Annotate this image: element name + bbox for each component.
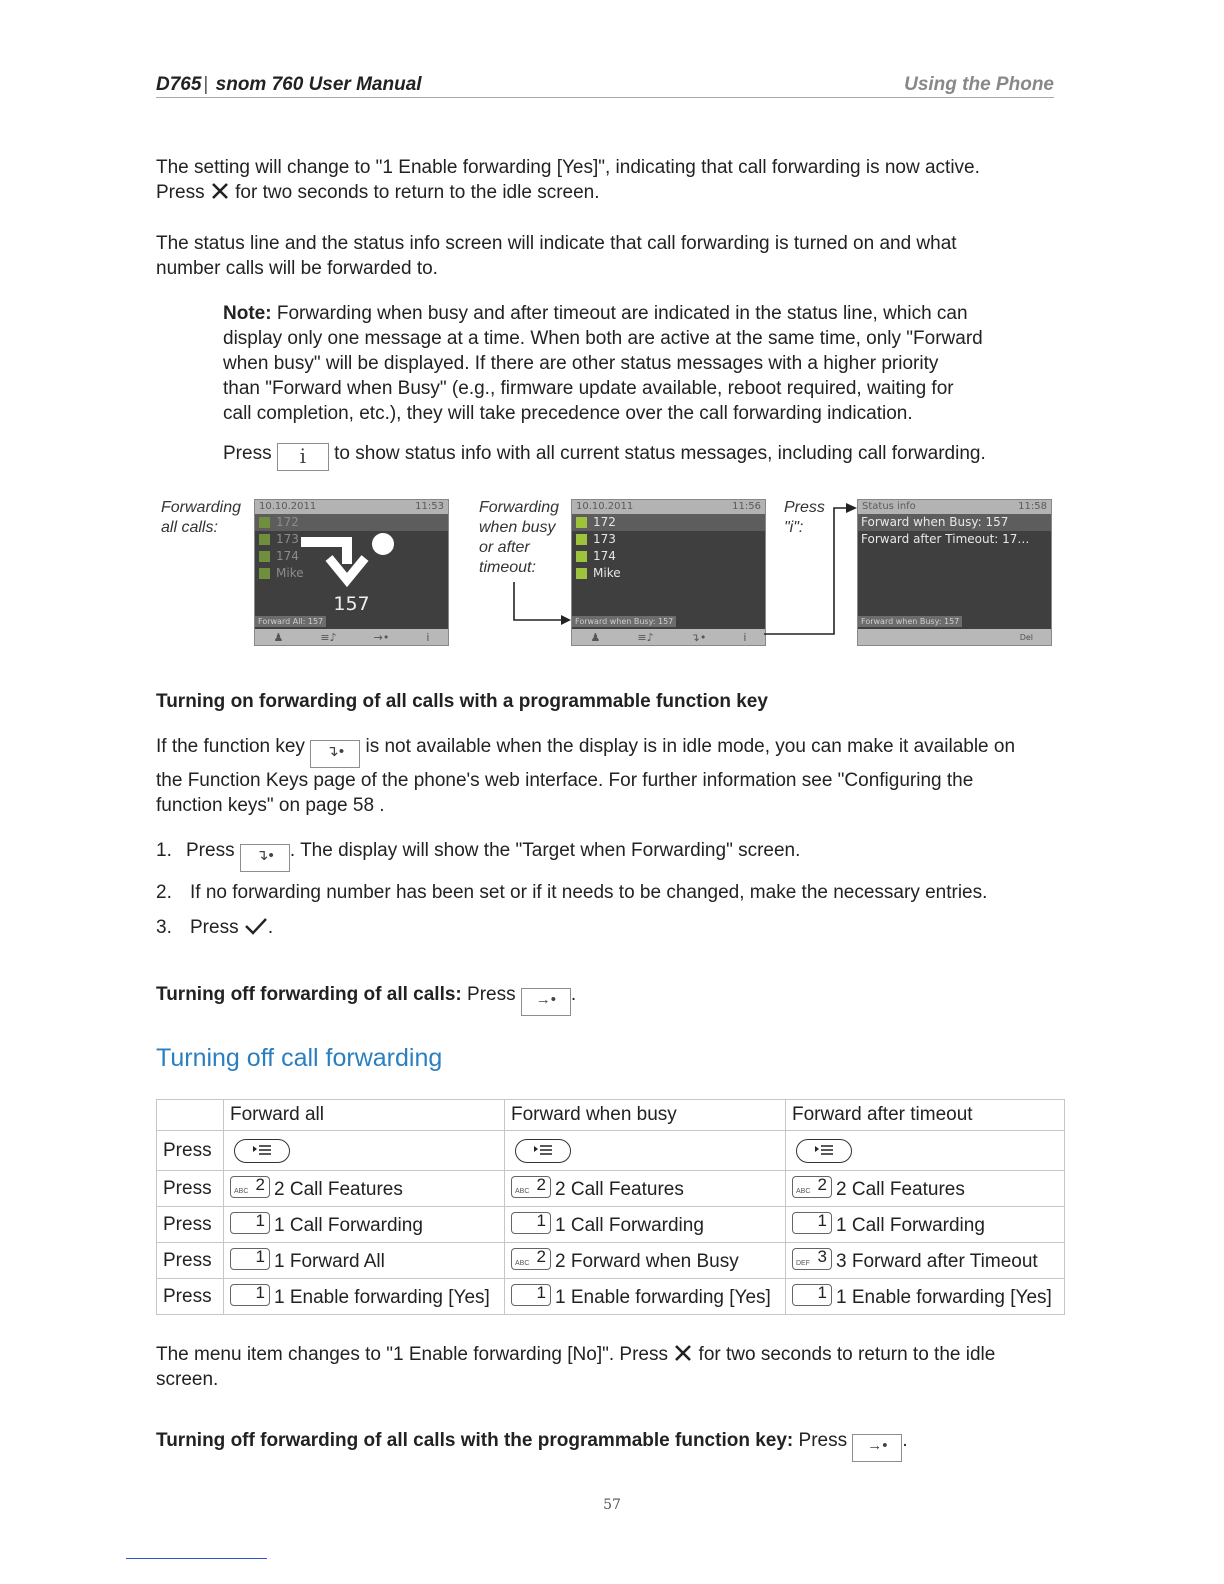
sec1-line3: function keys" on page 58 . [156, 795, 385, 816]
key-digit: 1 [817, 1211, 827, 1230]
screen2-date: 10.10.2011 [576, 501, 634, 512]
cell-text: 1 Enable forwarding [Yes] [836, 1287, 1052, 1308]
screen1-row-label: 172 [276, 515, 299, 529]
phone-icon [259, 517, 270, 528]
caption2-line: or after [479, 539, 530, 556]
para1-line1: The setting will change to "1 Enable forwarding [Yes]", indicating that call forwarding is now active. [156, 157, 980, 178]
step-2 [156, 880, 987, 905]
screen2-row [572, 565, 765, 582]
cell-text: 3 Forward after Timeout [836, 1251, 1038, 1272]
screen3-softkeys [858, 629, 1051, 645]
forward-function-key-icon: ↴• [240, 844, 290, 872]
press-info-line [223, 441, 986, 471]
softkey-menu-icon: ≡♪ [320, 630, 337, 644]
screen1-row-label: 174 [276, 549, 299, 563]
softkey-user-icon: ♟ [273, 630, 284, 644]
para1-line2 [156, 180, 980, 205]
screen1-row-label: 173 [276, 532, 299, 546]
key-digit: 2 [817, 1175, 827, 1194]
cell-text: 1 Call Forwarding [836, 1215, 985, 1236]
paragraph-menu-changes [156, 1342, 995, 1392]
keypad-2-icon [230, 1176, 270, 1198]
forward-function-key-icon: ↴• [310, 740, 360, 768]
paragraph-setting-change [156, 155, 980, 205]
screen2-softkeys [572, 629, 765, 645]
press-info-press: Press [223, 443, 272, 464]
key-digit: 1 [817, 1283, 827, 1302]
screen2-status: Forward when Busy: 157 [572, 616, 676, 627]
table-cell [505, 1243, 786, 1279]
cancel-x-icon [673, 1343, 693, 1363]
note-line4: than "Forward when Busy" (e.g., firmware update available, reboot required, waiting for [223, 378, 954, 399]
key-digit: 2 [536, 1175, 546, 1194]
table-row [157, 1279, 1065, 1315]
row-label: Press [157, 1279, 224, 1315]
table-cell [224, 1207, 505, 1243]
key-letters: ABC [796, 1188, 811, 1195]
table-row [157, 1131, 1065, 1171]
key-digit: 1 [255, 1247, 265, 1266]
forward-arrow-icon [299, 530, 399, 590]
cell-text: 2 Call Features [836, 1179, 965, 1200]
turning-off-all-label: Turning off forwarding of all calls: [156, 984, 462, 1005]
table-row [157, 1171, 1065, 1207]
para2-line2: number calls will be forwarded to. [156, 258, 438, 279]
table-cell [505, 1131, 786, 1171]
step-1 [156, 838, 800, 872]
screen2-row-label: Mike [593, 566, 621, 580]
table-cell [786, 1279, 1065, 1315]
cell-text: 1 Forward All [274, 1251, 385, 1272]
table-header-cell: Forward after timeout [786, 1100, 1065, 1131]
sec1-line1b: is not available when the display is in idle mode, you can make it available on [365, 736, 1016, 757]
screen1-row-label: Mike [276, 566, 304, 580]
caption1-line1: Forwarding [161, 499, 242, 516]
note-line2: display only one message at a time. When both are active at the same time, only "Forward [223, 328, 983, 349]
step-number: 3. [156, 917, 172, 938]
keypad-1-icon [511, 1212, 551, 1234]
sec1-line2: the Function Keys page of the phone's web interface. For further information see "Configuring the [156, 770, 974, 791]
phone-icon [576, 551, 587, 562]
key-digit: 2 [536, 1247, 546, 1266]
cell-text: 2 Call Features [555, 1179, 684, 1200]
table-cell [224, 1243, 505, 1279]
footer-link-line [126, 1558, 267, 1559]
key-letters: DEF [796, 1260, 810, 1267]
phone-icon [259, 534, 270, 545]
forward-all-key-icon: →• [521, 988, 571, 1016]
after-table-part-c: screen. [156, 1369, 219, 1390]
note-block [223, 301, 1003, 426]
key-digit: 1 [255, 1283, 265, 1302]
row-label: Press [157, 1131, 224, 1171]
turn-off-forwarding-table [156, 1099, 1065, 1315]
table-cell [224, 1171, 505, 1207]
note-line5: call completion, etc.), they will take precedence over the call forwarding indication. [223, 403, 913, 424]
keypad-1-icon [792, 1212, 832, 1234]
step1-text: . The display will show the "Target when Forwarding" screen. [289, 840, 801, 861]
screen1-softkeys [255, 629, 448, 645]
keypad-2-icon [792, 1176, 832, 1198]
key-digit: 2 [255, 1175, 265, 1194]
phone-icon [576, 568, 587, 579]
cell-text: 1 Enable forwarding [Yes] [274, 1287, 490, 1308]
paragraph-status-line [156, 231, 957, 281]
key-digit: 1 [536, 1211, 546, 1230]
screen-forward-busy [571, 499, 766, 646]
after-table-part-b: for two seconds to return to the idle [698, 1344, 996, 1365]
press-info-rest: to show status info with all current status messages, including call forwarding. [334, 443, 986, 464]
turning-off-prog-label: Turning off forwarding of all calls with the programmable function key: [156, 1430, 794, 1451]
screen2-row-label: 173 [593, 532, 616, 546]
caption2-line: timeout: [479, 559, 536, 576]
header-section: Using the Phone [904, 74, 1054, 95]
cell-text: 2 Forward when Busy [555, 1251, 739, 1272]
screen2-time: 11:56 [732, 501, 761, 512]
sec1-line1a: If the function key [156, 736, 305, 757]
turning-off-all-end: . [570, 984, 577, 1005]
caption1-line2: all calls: [161, 519, 218, 536]
keypad-1-icon [230, 1248, 270, 1270]
caption2-line: Forwarding [479, 499, 560, 516]
phone-icon [576, 517, 587, 528]
table-row [157, 1207, 1065, 1243]
screen1-status: Forward All: 157 [255, 616, 326, 627]
table-cell [786, 1243, 1065, 1279]
keypad-1-icon [792, 1284, 832, 1306]
forward-all-key-icon: →• [852, 1434, 902, 1462]
menu-button-icon [515, 1139, 571, 1163]
note-line3: when busy" will be displayed. If there are other status messages with a higher priority [223, 353, 939, 374]
page-number: 57 [603, 1497, 621, 1513]
info-key-icon: i [277, 443, 329, 471]
table-header-cell [157, 1100, 224, 1131]
step3-end: . [267, 917, 274, 938]
table-header-cell: Forward when busy [505, 1100, 786, 1131]
turning-off-all-press: Press [467, 984, 516, 1005]
row-label: Press [157, 1243, 224, 1279]
menu-button-icon [796, 1139, 852, 1163]
cell-text: 1 Call Forwarding [555, 1215, 704, 1236]
screen2-row [572, 531, 765, 548]
caption2-line: when busy [479, 519, 556, 536]
step2-text: If no forwarding number has been set or if it needs to be changed, make the necessary entries. [190, 882, 988, 903]
screen1-row [255, 514, 448, 531]
key-letters: ABC [515, 1188, 530, 1195]
header-title [156, 74, 422, 96]
table-cell [505, 1171, 786, 1207]
screen2-row [572, 548, 765, 565]
softkey-forward-icon: →• [373, 630, 390, 644]
phone-icon [259, 568, 270, 579]
table-cell [786, 1171, 1065, 1207]
key-letters: ABC [515, 1260, 530, 1267]
after-table-part-a: The menu item changes to "1 Enable forwarding [No]". Press [156, 1344, 668, 1365]
cancel-x-icon [210, 181, 230, 201]
table-row [157, 1243, 1065, 1279]
paragraph-function-key [156, 734, 1015, 818]
turning-off-prog-end: . [902, 1430, 908, 1451]
step3-press: Press [190, 917, 239, 938]
screen1-topbar [255, 500, 448, 514]
para1-press: Press [156, 182, 205, 203]
header-manual-name: snom 760 User Manual [215, 74, 422, 95]
row-label: Press [157, 1171, 224, 1207]
screen1-forward-number: 157 [333, 593, 370, 615]
softkey-info-icon: i [426, 630, 430, 644]
note-label: Note: [223, 303, 272, 324]
cell-text: 1 Call Forwarding [274, 1215, 423, 1236]
row-label: Press [157, 1207, 224, 1243]
table-cell [224, 1131, 505, 1171]
connector-arrow-icon [764, 500, 859, 640]
keypad-3-icon [792, 1248, 832, 1270]
cell-text: 1 Enable forwarding [Yes] [555, 1287, 771, 1308]
keypad-1-icon [511, 1284, 551, 1306]
screen-forward-all [254, 499, 449, 646]
screen3-time: 11:58 [1018, 501, 1047, 512]
screen3-status: Forward when Busy: 157 [858, 616, 962, 627]
step-3 [156, 915, 273, 940]
step-number: 2. [156, 882, 172, 903]
phone-icon [576, 534, 587, 545]
step1-press: Press [186, 840, 235, 861]
header-rule [156, 97, 1054, 98]
screen3-row: Forward after Timeout: 17… [861, 532, 1030, 546]
table-header-row [157, 1100, 1065, 1131]
softkey-menu-icon: ≡♪ [637, 630, 654, 644]
screen-status-info [857, 499, 1052, 646]
screen2-row [572, 514, 765, 531]
pointer-arrow-icon [505, 582, 575, 628]
screen1-time: 11:53 [415, 501, 444, 512]
key-digit: 1 [255, 1211, 265, 1230]
key-letters: ABC [234, 1188, 249, 1195]
softkey-info-icon: i [743, 630, 747, 644]
key-digit: 3 [817, 1247, 827, 1266]
table-cell [505, 1207, 786, 1243]
screen1-date: 10.10.2011 [259, 501, 317, 512]
menu-button-icon [234, 1139, 290, 1163]
screen2-topbar [572, 500, 765, 514]
caption3-line1: Press [784, 499, 825, 516]
turning-off-all-line [156, 982, 576, 1016]
header-separator: | [203, 74, 209, 95]
softkey-forward-icon: ↴• [690, 630, 707, 644]
para2-line1: The status line and the status info screen will indicate that call forwarding is turned on and what [156, 233, 957, 254]
section-heading-turning-off: Turning off call forwarding [156, 1044, 443, 1072]
cell-text: 2 Call Features [274, 1179, 403, 1200]
screen2-row-label: 174 [593, 549, 616, 563]
table-header-cell: Forward all [224, 1100, 505, 1131]
turning-off-prog-press: Press [798, 1430, 848, 1451]
step-number: 1. [156, 840, 172, 861]
screen3-row: Forward when Busy: 157 [858, 514, 1051, 531]
screen3-title: Status info [862, 501, 916, 512]
keypad-1-icon [230, 1284, 270, 1306]
keypad-2-icon [511, 1248, 551, 1270]
checkmark-icon [244, 916, 268, 936]
keypad-1-icon [230, 1212, 270, 1234]
key-digit: 1 [536, 1283, 546, 1302]
heading-turning-on-fkey: Turning on forwarding of all calls with a programmable function key [156, 691, 768, 712]
para1-rest: for two seconds to return to the idle screen. [235, 182, 600, 203]
phone-icon [259, 551, 270, 562]
table-cell [224, 1279, 505, 1315]
table-cell [786, 1131, 1065, 1171]
header-model: D765 [156, 74, 202, 95]
note-line1: Forwarding when busy and after timeout are indicated in the status line, which can [276, 303, 968, 324]
keypad-2-icon [511, 1176, 551, 1198]
screen3-topbar [858, 500, 1051, 514]
softkey-user-icon: ♟ [590, 630, 601, 644]
caption-forward-all [161, 498, 241, 538]
caption-forward-busy [479, 498, 559, 578]
turning-off-prog-line [156, 1428, 908, 1462]
table-cell [505, 1279, 786, 1315]
caption3-line2: "i": [784, 519, 804, 536]
screen2-row-label: 172 [593, 515, 616, 529]
softkey-delete: Del [1019, 632, 1033, 642]
table-cell [786, 1207, 1065, 1243]
